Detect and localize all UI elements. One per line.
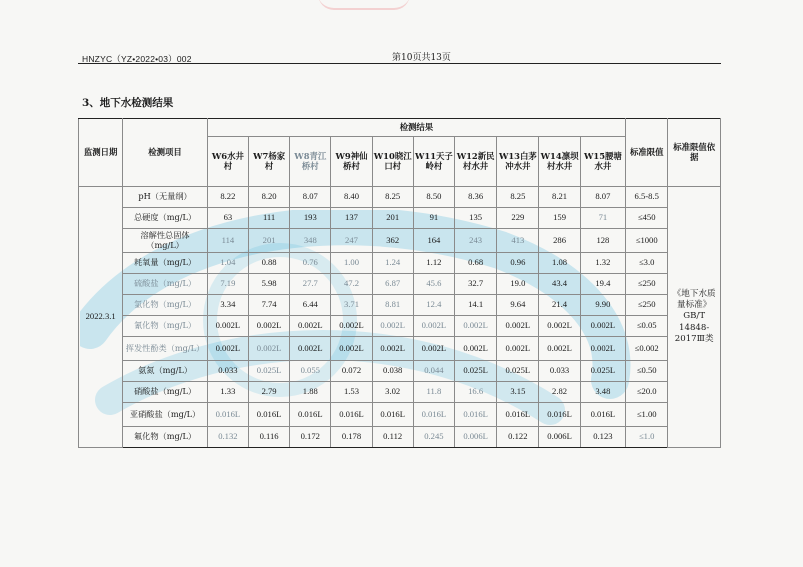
cell-value: 0.033 [207,361,248,382]
cell-value: 1.33 [207,382,248,403]
cell-value: 27.7 [290,274,331,295]
row-item: 氰化物（mg/L） [123,316,207,337]
cell-value: 11.8 [413,382,454,403]
groundwater-results-table [78,118,721,448]
row-item: 硫酸盐（mg/L） [123,274,207,295]
cell-value: 47.2 [331,274,372,295]
table-row [79,337,721,361]
cell-value: 201 [372,208,413,229]
table-row [79,295,721,316]
cell-value: 63 [207,208,248,229]
col-results-header: 检测结果 [207,119,625,137]
table-row [79,208,721,229]
cell-value: 7.19 [207,274,248,295]
cell-value: 0.002L [413,337,454,361]
cell-value: 362 [372,229,413,253]
cell-value: 0.016L [455,403,497,427]
cell-value: 0.055 [290,361,331,382]
stamp-fragment [318,0,410,10]
cell-value: 0.016L [580,403,625,427]
row-item: 挥发性酚类（mg/L） [123,337,207,361]
col-date-header: 监测日期 [79,119,123,187]
cell-value: 0.002L [455,316,497,337]
limit-value: ≤250 [626,274,668,295]
cell-value: 0.025L [497,361,539,382]
cell-value: 164 [413,229,454,253]
cell-value: 1.12 [413,253,454,274]
site-header: W6水井村 [207,137,248,187]
site-header: W11天子岭村 [413,137,454,187]
sampling-date: 2022.3.1 [79,187,123,448]
cell-value: 8.81 [372,295,413,316]
cell-value: 0.016L [413,403,454,427]
cell-value: 8.40 [331,187,372,208]
table-row [79,187,721,208]
cell-value: 0.002L [539,316,580,337]
cell-value: 8.07 [290,187,331,208]
site-header: W14凛坝村水井 [539,137,580,187]
cell-value: 128 [580,229,625,253]
cell-value: 19.4 [580,274,625,295]
cell-value: 0.016L [290,403,331,427]
cell-value: 0.122 [497,427,539,448]
cell-value: 0.025L [248,361,289,382]
cell-value: 0.002L [413,316,454,337]
cell-value: 0.002L [497,337,539,361]
table-row [79,403,721,427]
site-header: W9神仙桥村 [331,137,372,187]
header-rule [78,63,721,64]
table-row [79,229,721,253]
limit-value: ≤0.002 [626,337,668,361]
cell-value: 3.02 [372,382,413,403]
col-item-header: 检测项目 [123,119,207,187]
site-header: W7杨家村 [248,137,289,187]
cell-value: 0.016L [497,403,539,427]
cell-value: 111 [248,208,289,229]
cell-value: 201 [248,229,289,253]
cell-value: 0.178 [331,427,372,448]
col-basis-header: 标准限值依据 [668,119,721,187]
cell-value: 413 [497,229,539,253]
cell-value: 3.15 [497,382,539,403]
row-item: 氨氮（mg/L） [123,361,207,382]
cell-value: 5.98 [248,274,289,295]
limit-value: ≤1000 [626,229,668,253]
cell-value: 0.002L [207,337,248,361]
table-row [79,274,721,295]
cell-value: 1.04 [207,253,248,274]
cell-value: 1.08 [539,253,580,274]
row-item: 氯化物（mg/L） [123,295,207,316]
cell-value: 0.033 [539,361,580,382]
cell-value: 32.7 [455,274,497,295]
section-title: 3、地下水检测结果 [82,97,174,109]
limit-value: 6.5-8.5 [626,187,668,208]
site-header: W10晓江口村 [372,137,413,187]
cell-value: 0.245 [413,427,454,448]
row-item: 亚硝酸盐（mg/L） [123,403,207,427]
cell-value: 0.002L [207,316,248,337]
cell-value: 0.016L [539,403,580,427]
cell-value: 0.016L [248,403,289,427]
cell-value: 0.68 [455,253,497,274]
cell-value: 8.36 [455,187,497,208]
cell-value: 0.002L [372,316,413,337]
cell-value: 159 [539,208,580,229]
document-code: HNZYC（YZ•2022•03）002 [82,54,192,64]
cell-value: 8.21 [539,187,580,208]
site-header: W15腰塘水井 [580,137,625,187]
cell-value: 19.0 [497,274,539,295]
table-row [79,382,721,403]
cell-value: 247 [331,229,372,253]
header-row-1 [79,119,721,137]
cell-value: 14.1 [455,295,497,316]
cell-value: 286 [539,229,580,253]
cell-value: 0.016L [207,403,248,427]
limit-value: ≤0.05 [626,316,668,337]
cell-value: 6.44 [290,295,331,316]
cell-value: 45.6 [413,274,454,295]
cell-value: 0.002L [455,337,497,361]
cell-value: 0.132 [207,427,248,448]
cell-value: 0.002L [539,337,580,361]
cell-value: 0.016L [331,403,372,427]
cell-value: 0.002L [580,337,625,361]
cell-value: 0.006L [539,427,580,448]
col-limit-header: 标准限值 [626,119,668,187]
table-row [79,253,721,274]
table-row [79,361,721,382]
cell-value: 8.07 [580,187,625,208]
cell-value: 0.002L [331,316,372,337]
cell-value: 9.90 [580,295,625,316]
cell-value: 0.002L [372,337,413,361]
cell-value: 8.20 [248,187,289,208]
limit-value: ≤1.0 [626,427,668,448]
cell-value: 348 [290,229,331,253]
cell-value: 0.025L [580,361,625,382]
cell-value: 1.88 [290,382,331,403]
cell-value: 193 [290,208,331,229]
cell-value: 71 [580,208,625,229]
table-row [79,316,721,337]
cell-value: 229 [497,208,539,229]
cell-value: 0.002L [290,337,331,361]
page-number: 第10页共13页 [392,53,451,63]
row-item: pH（无量纲） [123,187,207,208]
cell-value: 21.4 [539,295,580,316]
cell-value: 8.22 [207,187,248,208]
cell-value: 0.002L [248,316,289,337]
cell-value: 0.112 [372,427,413,448]
cell-value: 1.53 [331,382,372,403]
cell-value: 1.24 [372,253,413,274]
cell-value: 0.002L [290,316,331,337]
standard-basis: 《地下水质量标准》GB/T 14848-2017Ⅲ类 [668,187,721,448]
cell-value: 1.00 [331,253,372,274]
table-row [79,427,721,448]
cell-value: 0.172 [290,427,331,448]
cell-value: 91 [413,208,454,229]
cell-value: 0.025L [455,361,497,382]
cell-value: 114 [207,229,248,253]
cell-value: 0.072 [331,361,372,382]
cell-value: 8.50 [413,187,454,208]
cell-value: 0.016L [372,403,413,427]
row-item: 硝酸盐（mg/L） [123,382,207,403]
cell-value: 0.96 [497,253,539,274]
limit-value: ≤450 [626,208,668,229]
cell-value: 243 [455,229,497,253]
cell-value: 7.74 [248,295,289,316]
cell-value: 0.116 [248,427,289,448]
row-item: 氟化物（mg/L） [123,427,207,448]
cell-value: 8.25 [372,187,413,208]
cell-value: 2.82 [539,382,580,403]
cell-value: 0.88 [248,253,289,274]
cell-value: 0.002L [331,337,372,361]
limit-value: ≤250 [626,295,668,316]
cell-value: 0.76 [290,253,331,274]
cell-value: 16.6 [455,382,497,403]
cell-value: 0.002L [580,316,625,337]
cell-value: 0.044 [413,361,454,382]
limit-value: ≤1.00 [626,403,668,427]
cell-value: 3.71 [331,295,372,316]
cell-value: 135 [455,208,497,229]
cell-value: 8.25 [497,187,539,208]
limit-value: ≤0.50 [626,361,668,382]
cell-value: 3.34 [207,295,248,316]
cell-value: 1.32 [580,253,625,274]
row-item: 溶解性总固体（mg/L） [123,229,207,253]
cell-value: 2.79 [248,382,289,403]
site-header: W12新民村水井 [455,137,497,187]
limit-value: ≤20.0 [626,382,668,403]
row-item: 耗氧量（mg/L） [123,253,207,274]
cell-value: 9.64 [497,295,539,316]
cell-value: 12.4 [413,295,454,316]
cell-value: 6.87 [372,274,413,295]
cell-value: 0.002L [497,316,539,337]
row-item: 总硬度（mg/L） [123,208,207,229]
site-header: W13白茅冲水井 [497,137,539,187]
cell-value: 0.006L [455,427,497,448]
site-header: W8青江桥村 [290,137,331,187]
cell-value: 0.038 [372,361,413,382]
cell-value: 43.4 [539,274,580,295]
cell-value: 3.48 [580,382,625,403]
cell-value: 0.123 [580,427,625,448]
cell-value: 137 [331,208,372,229]
limit-value: ≤3.0 [626,253,668,274]
cell-value: 0.002L [248,337,289,361]
